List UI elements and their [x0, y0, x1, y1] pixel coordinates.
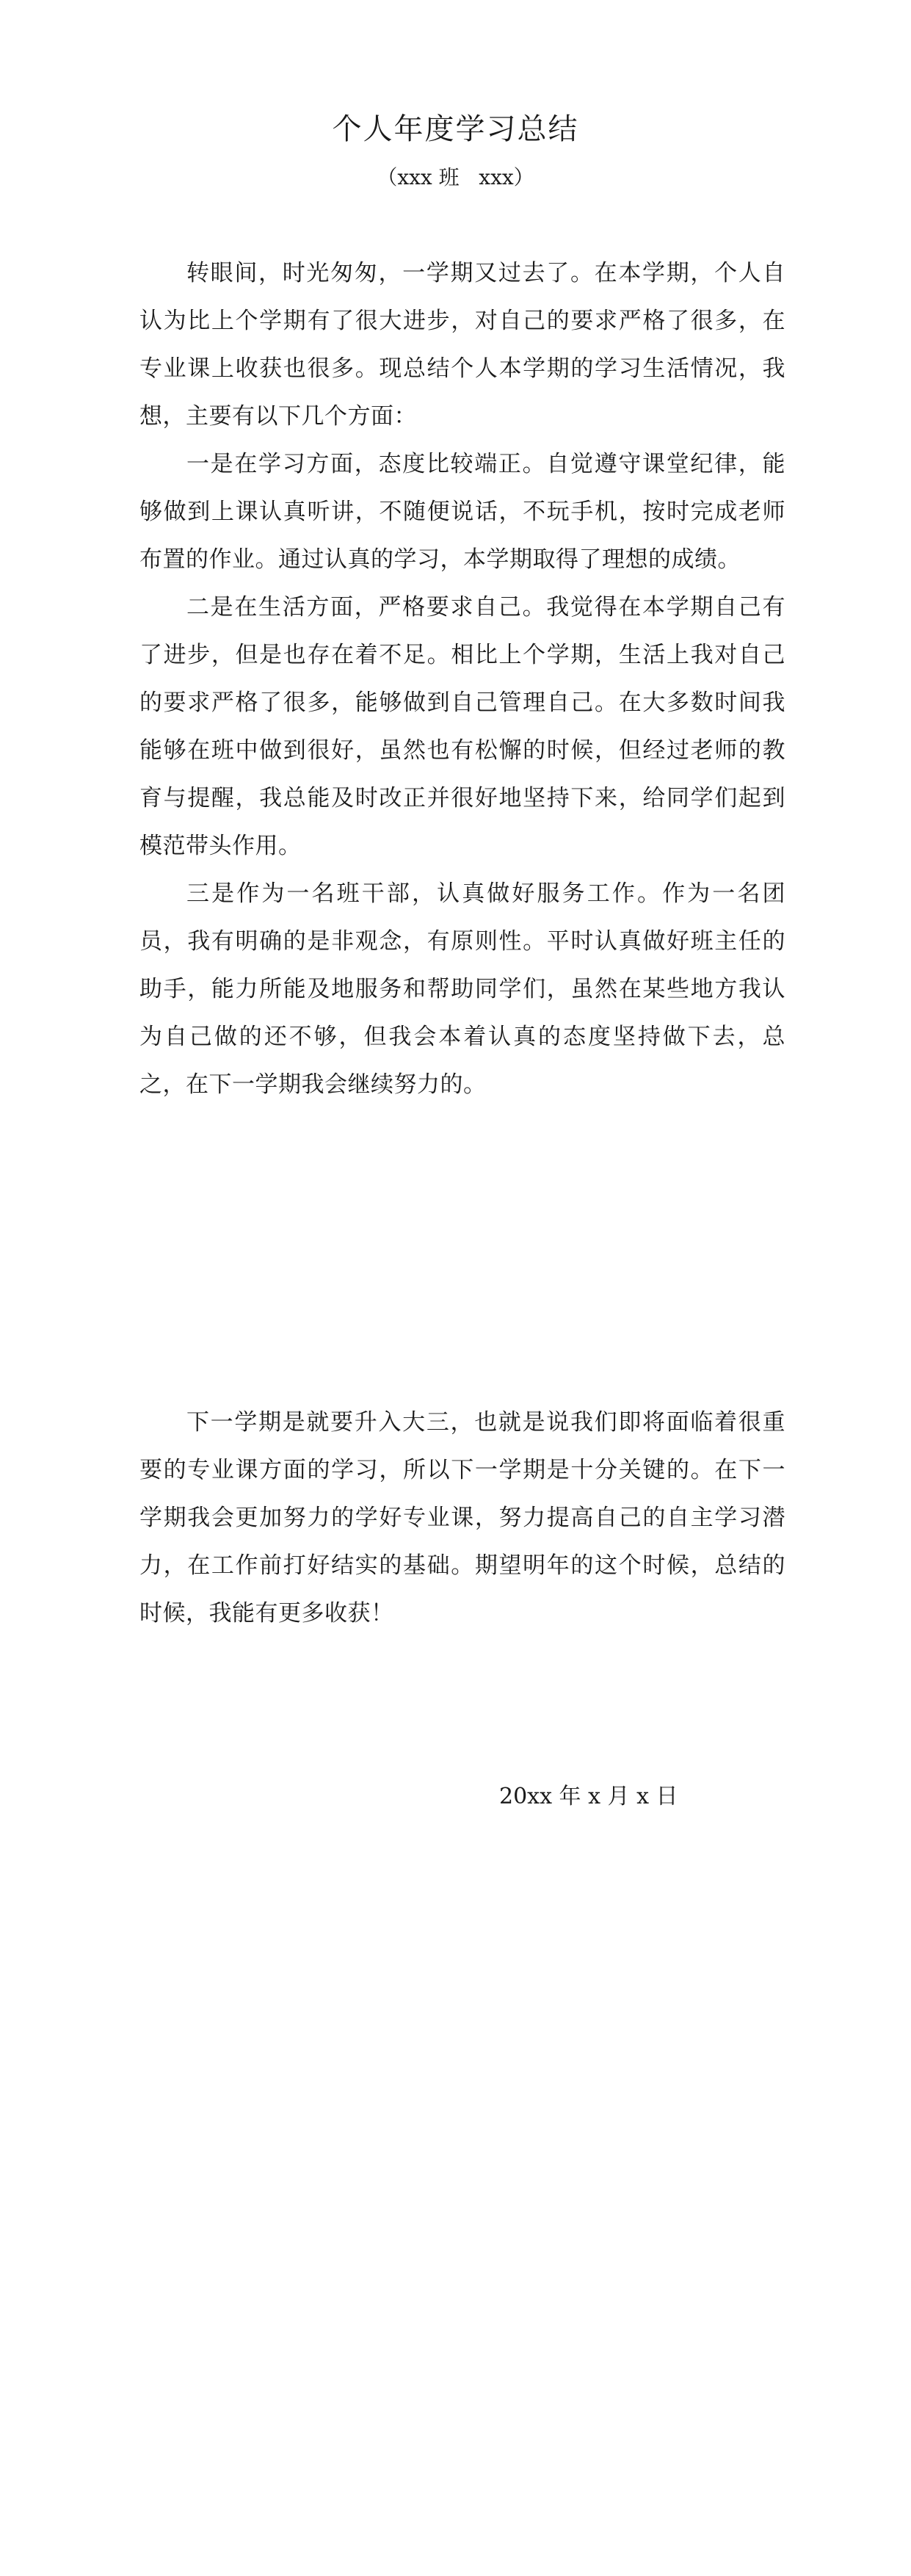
closing-body: [139, 1399, 785, 1638]
paragraph-class-cadre: 三是作为一名班干部，认真做好服务工作。作为一名团员，我有明确的是非观念，有原则性。平时认真做好班主任的助手，能力所能及地服务和帮助同学们，虽然在某些地方我认为自己做的还不够，但我会本着认真的态度坚持做下去，总之，在下一学期我会继续努力的。: [139, 880, 785, 1098]
paragraph-study: 一是在学习方面，态度比较端正。自觉遵守课堂纪律，能够做到上课认真听讲，不随便说话，不玩手机，按时完成老师布置的作业。通过认真的学习，本学期取得了理想的成绩。: [139, 451, 785, 573]
paragraph-next-term: 下一学期是就要升入大三，也就是说我们即将面临着很重要的专业课方面的学习，所以下一学期是十分关键的。在下一学期我会更加努力的学好专业课，努力提高自己的自主学习潜力，在工作前打好结实的基础。期望明年的这个时候，总结的时候，我能有更多收获！: [139, 1409, 785, 1627]
main-body: [139, 250, 785, 1109]
paragraph-life: 二是在生活方面，严格要求自己。我觉得在本学期自己有了进步，但是也存在着不足。相比上个学期，生活上我对自己的要求严格了很多，能够做到自己管理自己。在大多数时间我能够在班中做到很好，虽然也有松懈的时候，但经过老师的教育与提醒，我总能及时改正并很好地坚持下来，给同学们起到模范带头作用。: [139, 594, 785, 859]
document-title: 个人年度学习总结: [332, 112, 579, 146]
document-date: 20xx 年 x 月 x 日: [499, 1784, 678, 1809]
document-subtitle: （xxx 班 xxx）: [377, 165, 534, 189]
paragraph-intro: 转眼间，时光匆匆，一学期又过去了。在本学期，个人自认为比上个学期有了很大进步，对自己的要求严格了很多，在专业课上收获也很多。现总结个人本学期的学习生活情况，我想，主要有以下几个方面：: [139, 260, 785, 430]
